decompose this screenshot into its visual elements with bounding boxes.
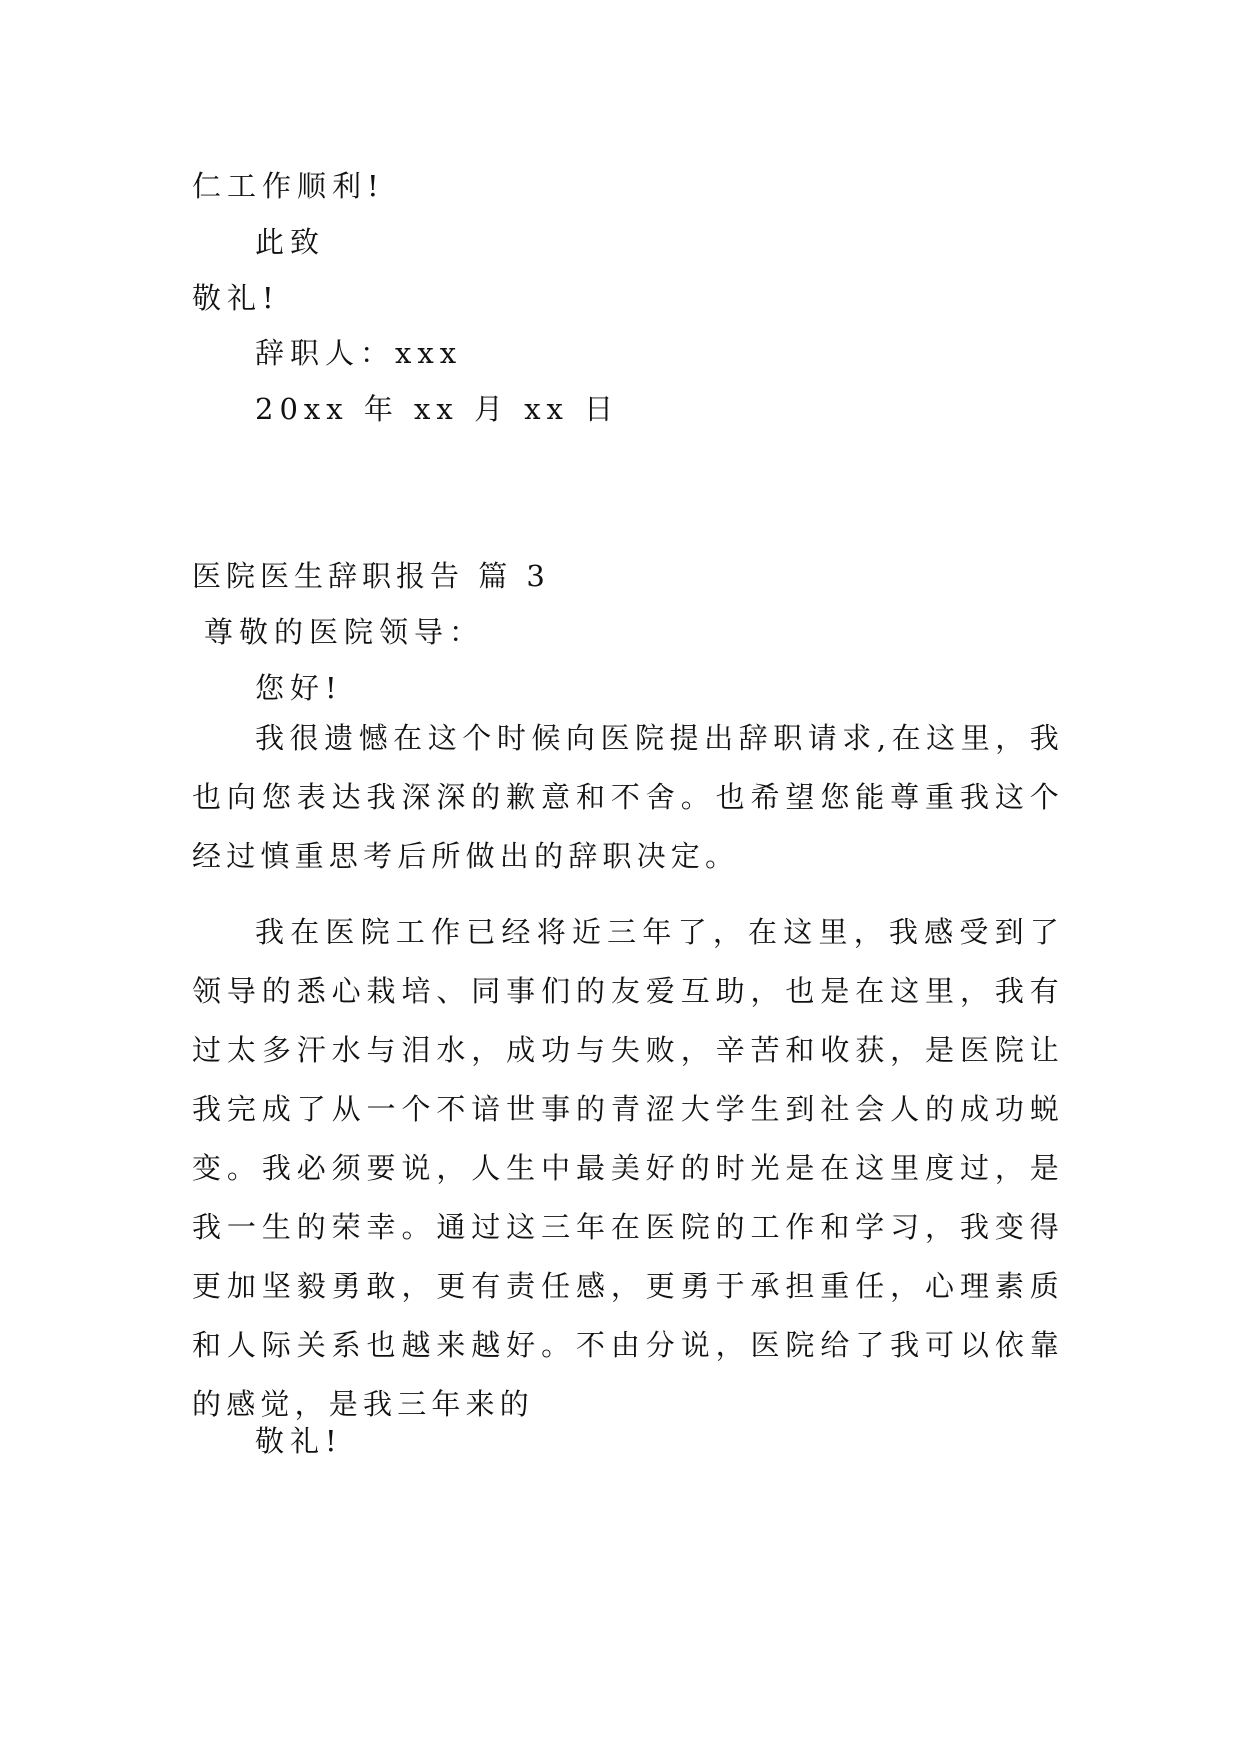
regards-line: 敬礼! <box>192 281 280 315</box>
salutation: 尊敬的医院领导： <box>204 615 485 649</box>
paragraph-1: 我很遗憾在这个时候向医院提出辞职请求,在这里，我也向您表达我深深的歉意和不舍。也希望您能尊重我这个经过慎重思考后所做出的辞职决定。 <box>192 721 1064 873</box>
closing-line: 仁工作顺利! <box>192 169 385 203</box>
paragraph-2: 我在医院工作已经将近三年了，在这里，我感受到了领导的悉心栽培、同事们的友爱互助，也是在这里，我有过太多汗水与泪水，成功与失败，辛苦和收获，是医院让我完成了从一个不谙世事的青涩大学生到社会人的成功蜕变。我必须要说，人生中最美好的时光是在这里度过，是我一生的荣幸。通过这三年在医院的工作和学习，我变得更加坚毅勇敢，更有责任感，更勇于承担重任，心理素质和人际关系也越来越好。不由分说，医院给了我可以依靠的感觉，是我三年来的 <box>192 915 1064 1421</box>
date-line: 20xx 年 xx 月 xx 日 <box>255 392 620 426</box>
hello-line: 您好! <box>255 671 343 705</box>
section-title: 医院医生辞职报告 篇 3 <box>192 559 550 593</box>
greeting-to: 此致 <box>255 225 326 259</box>
section-regards: 敬礼! <box>255 1424 343 1458</box>
signer-line: 辞职人：xxx <box>255 336 463 370</box>
